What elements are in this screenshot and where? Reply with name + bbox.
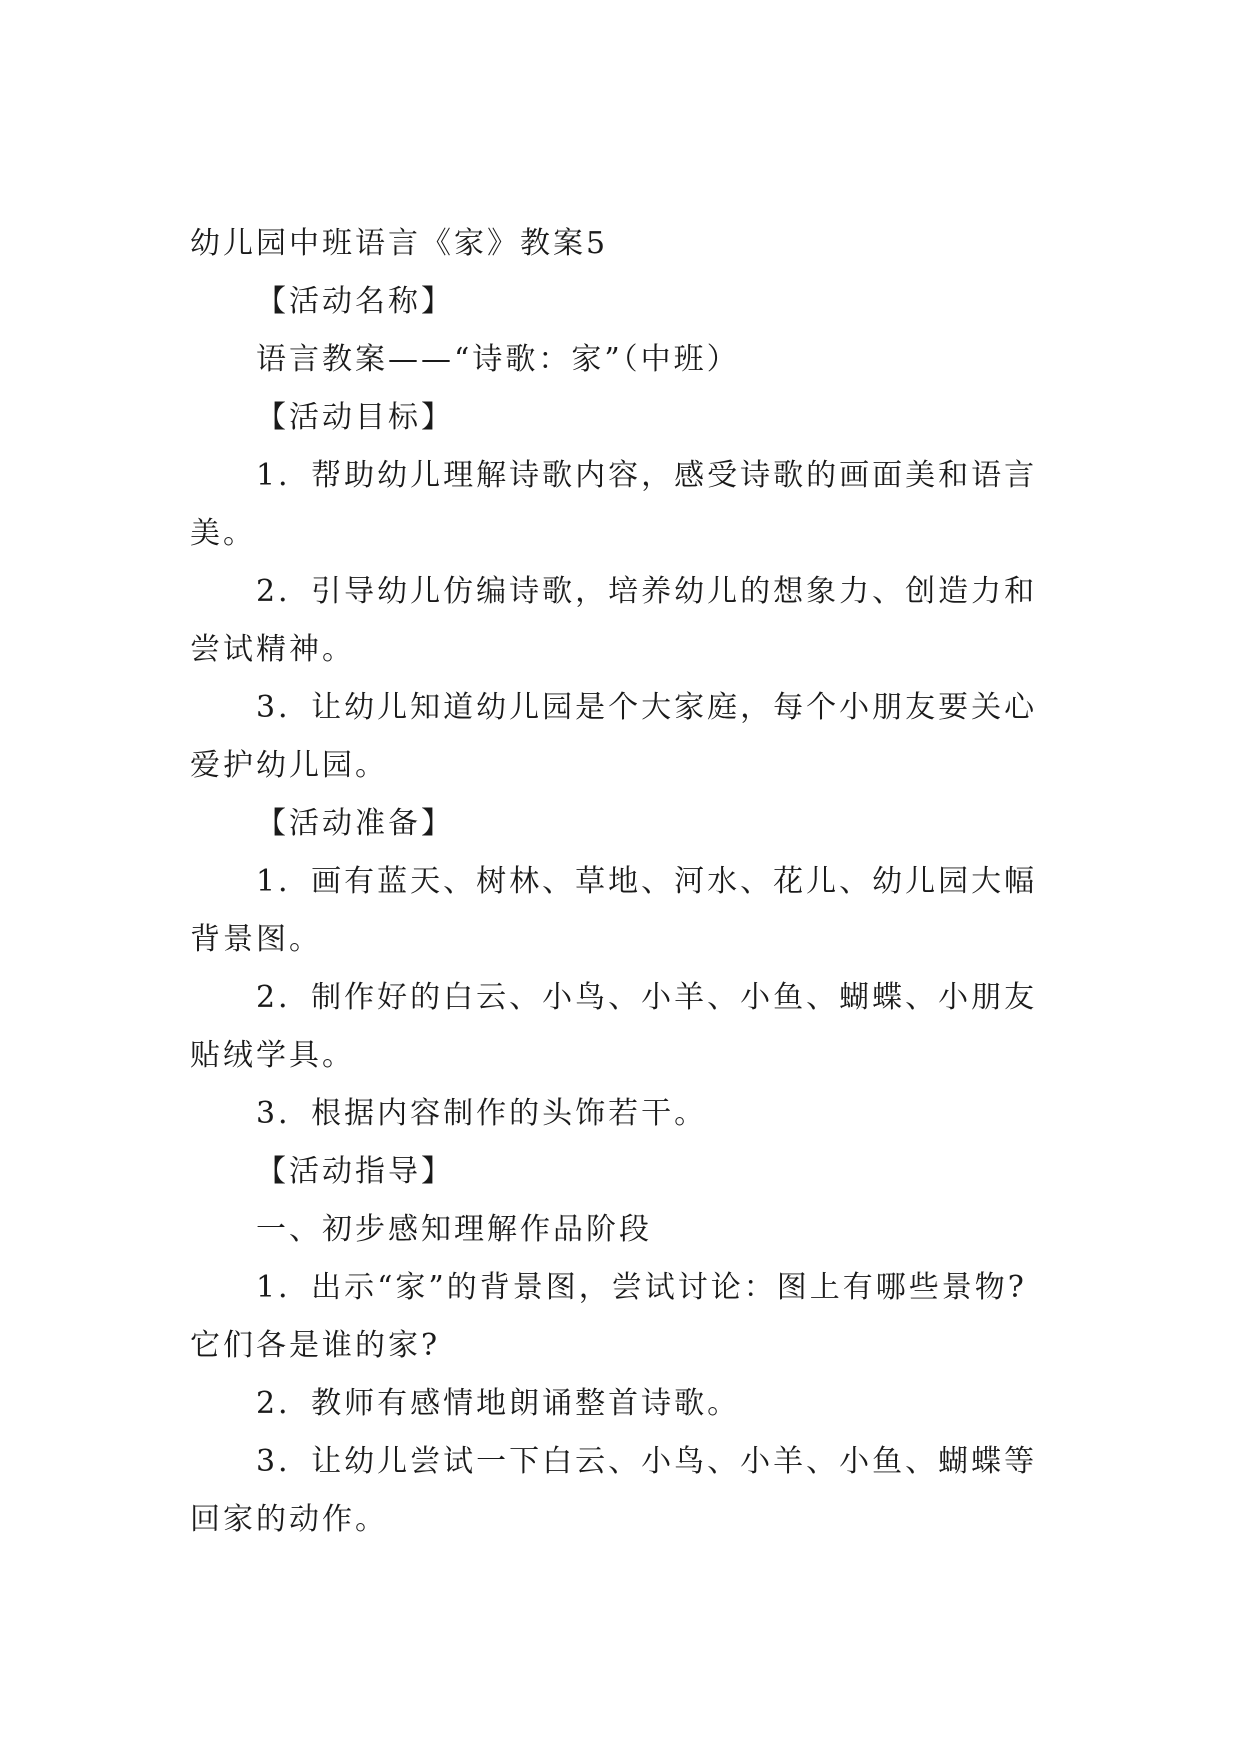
document-title: 幼儿园中班语言《家》教案5 xyxy=(190,226,609,261)
paragraph-line: 语言教案——“诗歌：家”（中班） xyxy=(256,342,740,377)
section-heading-activity-goals: 【活动目标】 xyxy=(256,400,454,435)
paragraph-line: 2．教师有感情地朗诵整首诗歌。 xyxy=(256,1386,741,1421)
subsection-heading: 一、初步感知理解作品阶段 xyxy=(256,1212,652,1247)
paragraph-line: 美。 xyxy=(190,516,256,551)
paragraph-line: 贴绒学具。 xyxy=(190,1038,355,1073)
paragraph-line: 3．根据内容制作的头饰若干。 xyxy=(256,1096,708,1131)
paragraph-line: 它们各是谁的家? xyxy=(190,1328,441,1363)
paragraph-line: 背景图。 xyxy=(190,922,322,957)
section-heading-activity-name: 【活动名称】 xyxy=(256,284,454,319)
document-body xyxy=(190,215,1070,1549)
section-heading-activity-guidance: 【活动指导】 xyxy=(256,1154,454,1189)
paragraph-line: 回家的动作。 xyxy=(190,1502,388,1537)
paragraph-line: 尝试精神。 xyxy=(190,632,355,667)
paragraph-line: 3．让幼儿知道幼儿园是个大家庭，每个小朋友要关心 xyxy=(256,690,1038,725)
paragraph-line: 爱护幼儿园。 xyxy=(190,748,388,783)
paragraph-line: 3．让幼儿尝试一下白云、小鸟、小羊、小鱼、蝴蝶等 xyxy=(256,1444,1038,1479)
paragraph-line: 1．画有蓝天、树林、草地、河水、花儿、幼儿园大幅 xyxy=(256,864,1038,899)
paragraph-line: 2．制作好的白云、小鸟、小羊、小鱼、蝴蝶、小朋友 xyxy=(256,980,1038,1015)
paragraph-line: 1．出示“家”的背景图，尝试讨论：图上有哪些景物? xyxy=(256,1270,1027,1305)
paragraph-line: 2．引导幼儿仿编诗歌，培养幼儿的想象力、创造力和 xyxy=(256,574,1038,609)
paragraph-line: 1．帮助幼儿理解诗歌内容，感受诗歌的画面美和语言 xyxy=(256,458,1038,493)
section-heading-activity-preparation: 【活动准备】 xyxy=(256,806,454,841)
